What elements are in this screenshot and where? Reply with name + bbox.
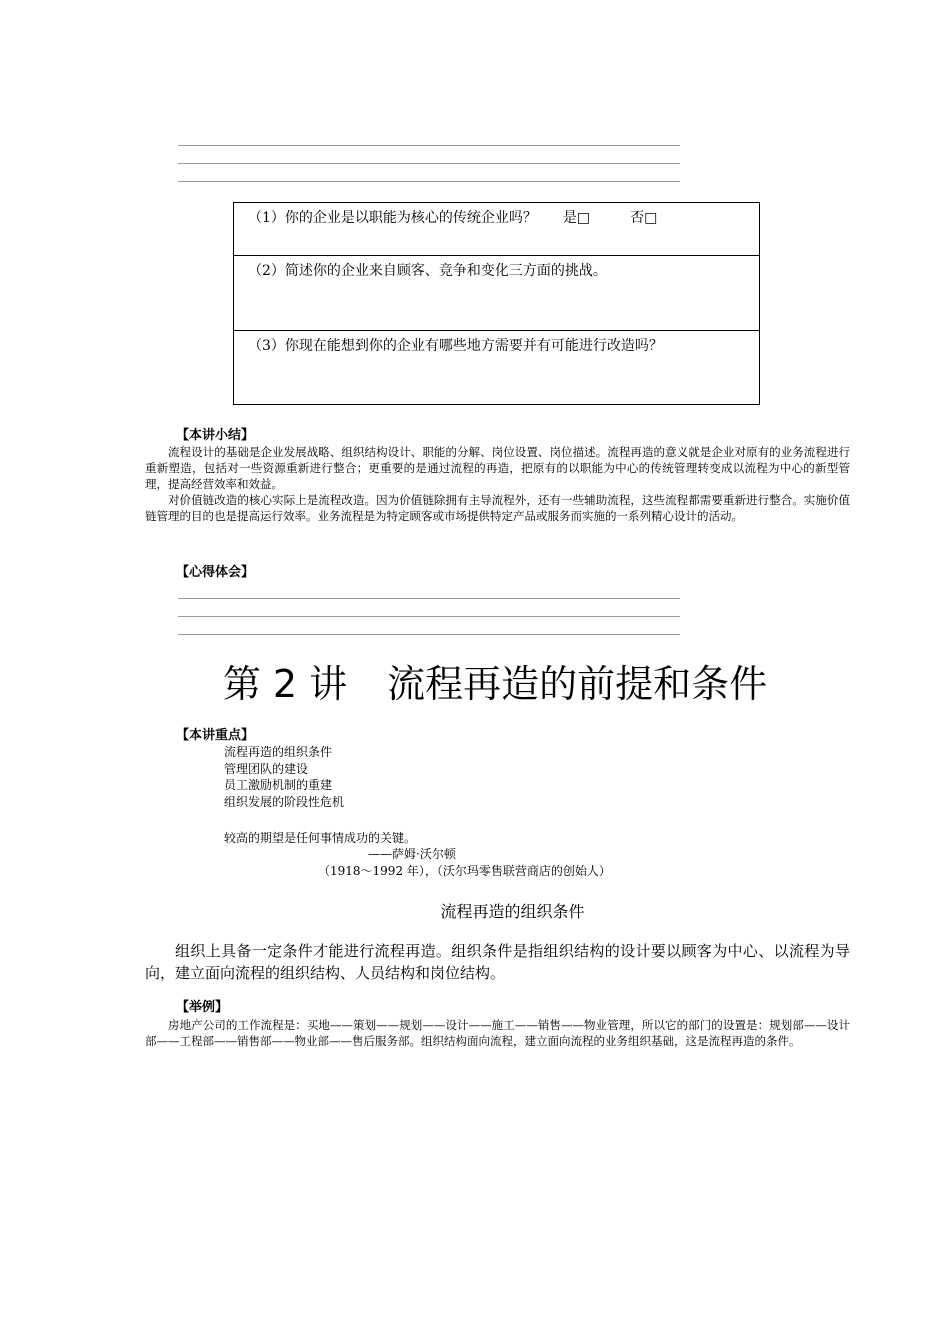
- key-point: 管理团队的建设: [224, 761, 309, 776]
- question-text: （3）你现在能想到你的企业有哪些地方需要并有可能进行改造吗？: [248, 338, 663, 354]
- writing-line: [178, 163, 680, 164]
- lecture-number: 第 2 讲: [222, 662, 348, 706]
- yes-checkbox[interactable]: 是□: [562, 210, 591, 226]
- no-checkbox[interactable]: 否□: [630, 210, 658, 226]
- reflection-heading: 【心得体会】: [176, 565, 255, 580]
- lecture-name: 流程再造的前提和条件: [387, 662, 768, 706]
- question-text: （2）简述你的企业来自顾客、竞争和变化三方面的挑战。: [248, 263, 607, 279]
- question-row: [234, 203, 759, 255]
- section-body: [145, 940, 850, 984]
- key-points-list: [224, 744, 344, 810]
- key-points-heading: 【本讲重点】: [176, 728, 255, 743]
- section-title: 流程再造的组织条件: [440, 902, 585, 921]
- writing-line: [178, 598, 680, 599]
- quote-note: （1918～1992 年），（沃尔玛零售联营商店的创始人）: [318, 864, 611, 878]
- summary-paragraph: 对价值链改造的核心实际上是流程改造。因为价值链除拥有主导流程外，还有一些辅助流程，这些流程都需要重新进行整合。实施价值链管理的目的也是提高运行效率。业务流程是为特定顾客或市场提供特定产品或服务而实施的一系列精心设计的活动。: [145, 493, 850, 523]
- section-paragraph: 组织上具备一定条件才能进行流程再造。组织条件是指组织结构的设计要以顾客为中心、以流程为导向，建立面向流程的组织结构、人员结构和岗位结构。: [145, 942, 850, 982]
- writing-line: [178, 145, 680, 146]
- key-point: 员工激励机制的重建: [224, 778, 333, 792]
- example-text: [145, 1017, 850, 1049]
- question-text: （1）你的企业是以职能为核心的传统企业吗？: [248, 210, 537, 226]
- lecture-title: [0, 660, 950, 708]
- question-table: [233, 202, 760, 405]
- key-point: 组织发展的阶段性危机: [224, 794, 345, 809]
- example-paragraph: 房地产公司的工作流程是：买地——策划——规划——设计——施工——销售——物业管理，所以它的部门的设置是：规划部——设计部——工程部——销售部——物业部——售后服务部。组织结构面向流程，建立面向流程的业务组织基础，这是流程再造的条件。: [145, 1018, 850, 1048]
- question-row[interactable]: [234, 330, 759, 404]
- writing-line: [178, 634, 680, 635]
- example-heading: 【举例】: [176, 1000, 229, 1015]
- quote-author: ——萨姆·沃尔顿: [368, 847, 456, 861]
- writing-line: [178, 181, 680, 182]
- writing-line: [178, 616, 680, 617]
- quote-text: 较高的期望是任何事情成功的关键。: [224, 831, 417, 845]
- summary-text: [145, 444, 850, 524]
- summary-paragraph: 流程设计的基础是企业发展战略、组织结构设计、职能的分解、岗位设置、岗位描述。流程再造的意义就是企业对原有的业务流程进行重新塑造，包括对一些资源重新进行整合；更重要的是通过流程的再造，把原有的以职能为中心的传统管理转变成以流程为中心的新型管理，提高经营效率和效益。: [145, 445, 850, 491]
- key-point: 流程再造的组织条件: [224, 745, 333, 759]
- summary-heading: 【本讲小结】: [176, 428, 255, 443]
- question-row[interactable]: [234, 255, 759, 330]
